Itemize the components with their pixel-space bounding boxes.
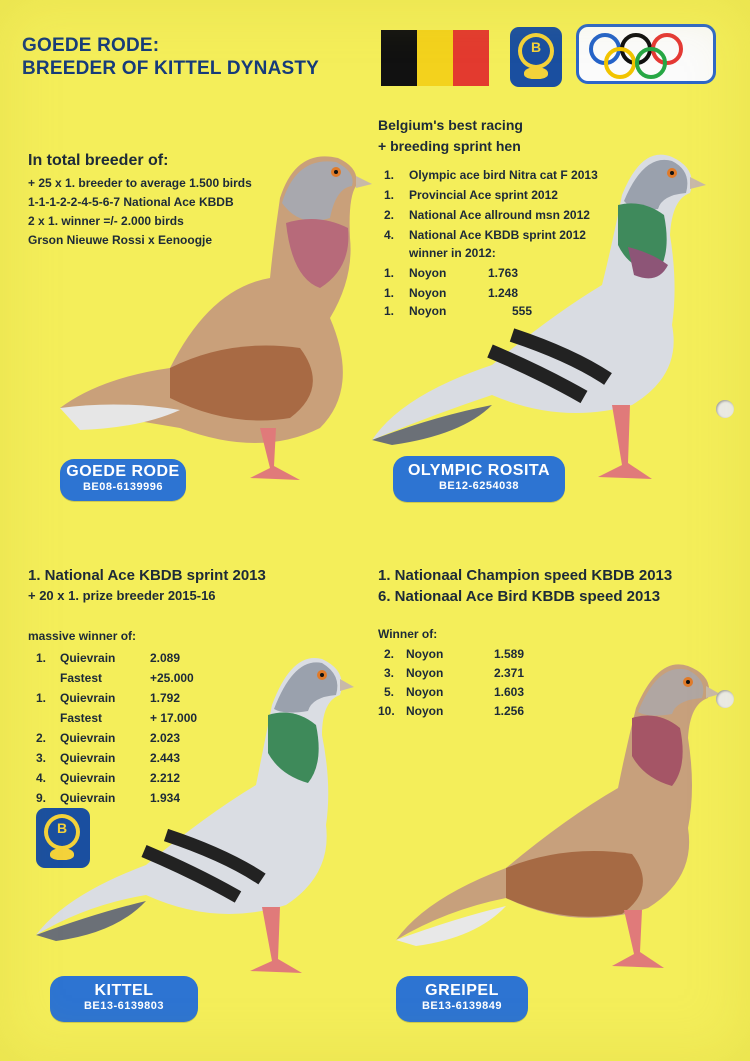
top-left-line: 2 x 1. winner =/- 2.000 birds bbox=[28, 214, 184, 228]
binder-hole bbox=[716, 690, 734, 708]
page-title bbox=[22, 34, 319, 80]
pigeon-name: GOEDE RODE bbox=[66, 463, 180, 480]
top-left-line: + 25 x 1. breeder to average 1.500 birds bbox=[28, 176, 252, 190]
heading-line: 6. Nationaal Ace Bird KBDB speed 2013 bbox=[378, 588, 661, 605]
ring-number: BE12-6254038 bbox=[438, 480, 519, 492]
greipel-pigeon-photo bbox=[396, 648, 726, 988]
kbdb-logo-small-icon: B bbox=[36, 808, 90, 868]
kittel-pigeon-photo bbox=[36, 645, 356, 995]
top-left-heading: In total breeder of: bbox=[28, 152, 169, 169]
olympic-rings-logo-icon bbox=[576, 24, 716, 84]
heading-line: Belgium's best racing bbox=[378, 117, 523, 133]
kittel-label bbox=[50, 976, 198, 1022]
goede-rode-label bbox=[60, 459, 186, 501]
bottom-left-sub: + 20 x 1. prize breeder 2015-16 bbox=[28, 588, 216, 603]
kbdb-logo-icon: B bbox=[510, 27, 562, 87]
top-left-line: 1-1-1-2-2-4-5-6-7 National Ace KBDB bbox=[28, 195, 234, 209]
flyer-page: GOEDE RODE: BREEDER OF KITTEL DYNASTY B In total breeder of: + 25 x 1. breeder to average 1.500 birds 1-1-1-2-2-4-5-6-7 National Ace KBDB 2 x 1. winner =/- 2.000 birds Grson Nieuwe Rossi x Eenoogje GOEDE RODE BE08-6139996 Belgium's best racing + breeding sprint hen 1. Olympic ace bird Nitra cat F 2013 1. Provincial Ace sprint 2012 2. National Ace allround msn 2012 4. National Ace KBDB sprint 2012 winner in 2012: 1. Noyon 1.763 1. Noyon 1.248 1. Noyon 555 OLYMPIC ROSITA BE12-6254038 1. National Ace KBDB sprint 2013 + 20 x 1. prize breeder 2015-16 massive winner of: 1. Quievrain 2.089 Fastest +25.000 1. Quievrain 1.792 Fastest + 17.000 2. Quievrain 2.023 3. Quievrain 2.443 4. Quievrain 2.212 9. Quievrain 1.934 B KITTEL BE13-6139803 1. Nationaal Champion speed KBDB 2013 6. Nationaal Ace Bird KBDB speed 2013 Winner of: 2. Noyon 1.589 3. Noyon 2.371 5. Noyon 1.603 10. Noyon 1.256 GREIPEL BE13-6139849 bbox=[0, 0, 750, 1061]
pigeon-name: OLYMPIC ROSITA bbox=[407, 462, 551, 479]
olympic-rosita-pigeon-photo bbox=[372, 135, 712, 495]
binder-hole bbox=[716, 400, 734, 418]
flag-black-stripe bbox=[381, 30, 417, 86]
pigeon-name: GREIPEL bbox=[425, 982, 499, 999]
greipel-label bbox=[396, 976, 528, 1022]
pigeon-name: KITTEL bbox=[94, 982, 154, 999]
bottom-left-intro: massive winner of: bbox=[28, 629, 137, 643]
heading-line: + breeding sprint hen bbox=[378, 138, 521, 154]
title-line-2: BREEDER OF KITTEL DYNASTY bbox=[22, 58, 320, 79]
belgian-flag bbox=[381, 30, 489, 86]
flag-yellow-stripe bbox=[417, 30, 453, 86]
top-left-line: Grson Nieuwe Rossi x Eenoogje bbox=[28, 233, 213, 247]
bottom-left-heading: 1. National Ace KBDB sprint 2013 bbox=[28, 567, 266, 584]
ring-number: BE08-6139996 bbox=[82, 481, 163, 493]
flag-red-stripe bbox=[453, 30, 489, 86]
ring-number: BE13-6139849 bbox=[421, 1000, 502, 1012]
bottom-right-headings bbox=[378, 565, 672, 607]
goede-rode-pigeon-photo bbox=[60, 128, 380, 498]
heading-line: 1. Nationaal Champion speed KBDB 2013 bbox=[378, 567, 673, 584]
bottom-right-intro: Winner of: bbox=[378, 627, 438, 641]
title-line-1: GOEDE RODE: bbox=[22, 35, 160, 56]
ring-number: BE13-6139803 bbox=[83, 1000, 164, 1012]
olympic-rosita-label bbox=[393, 456, 565, 502]
